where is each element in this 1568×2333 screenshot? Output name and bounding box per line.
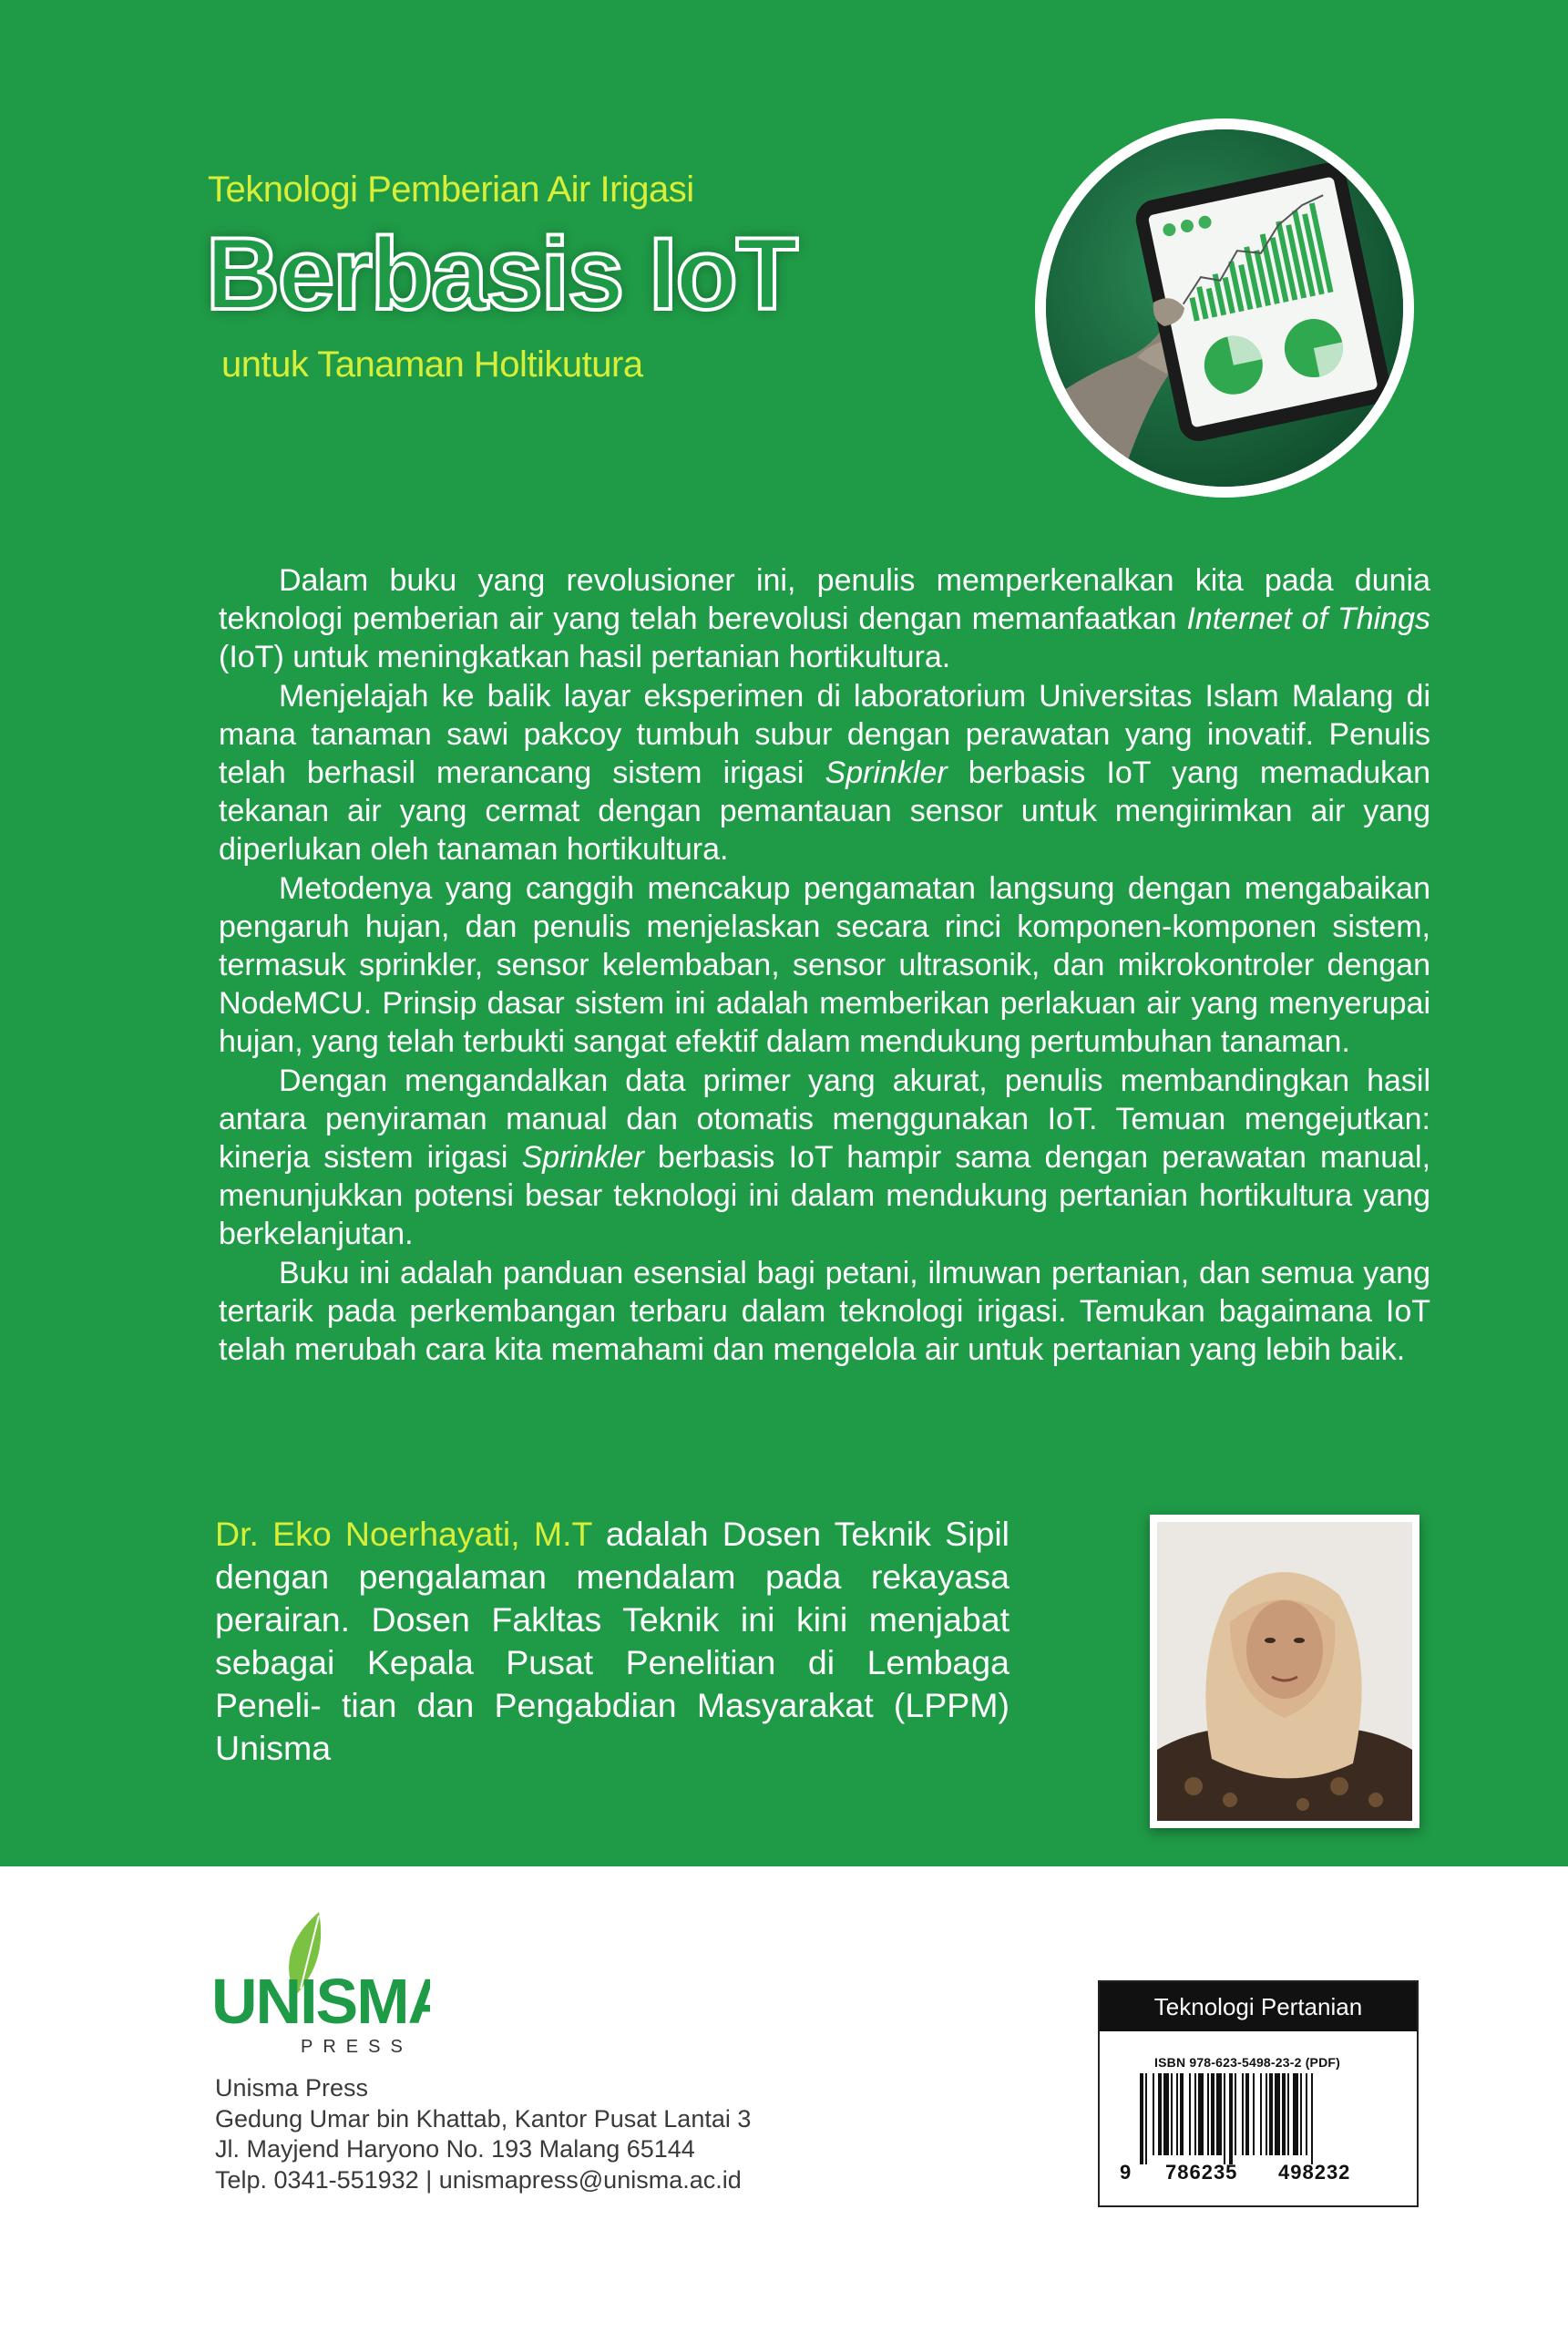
barcode-bar	[1269, 2073, 1273, 2155]
barcode-bar	[1180, 2073, 1184, 2155]
barcode-bar	[1211, 2073, 1214, 2155]
description-paragraph: Menjelajah ke balik layar eksperimen di laboratorium Universitas Islam Malang di mana tanaman sawi pakcoy tumbuh subur dengan perawatan yang inovatif. Penulis telah berhasil merancang sistem irigasi Sprinkler berbasis IoT yang memadukan tekanan air yang cermat dengan pemantauan sensor untuk mengirimkan air yang diperlukan oleh tanaman hortikultura.	[219, 678, 1430, 868]
barcode-bar	[1300, 2073, 1302, 2155]
book-title: Berbasis IoT	[206, 217, 797, 331]
publisher-name: Unisma Press	[215, 2074, 369, 2102]
unisma-press-logo	[211, 1905, 430, 2060]
barcode-bar	[1275, 2073, 1280, 2155]
barcode-bar	[1224, 2073, 1225, 2164]
author-photo-frame	[1150, 1515, 1419, 1828]
barcode-bar	[1229, 2073, 1233, 2164]
logo-wordmark: UNISMA	[211, 1966, 430, 2037]
author-bio	[215, 1513, 1009, 1770]
book-subtitle-bottom: untuk Tanaman Holtikutura	[221, 344, 643, 385]
description-paragraph: Buku ini adalah panduan esensial bagi petani, ilmuwan pertanian, dan semua yang tertarik pada perkembangan terbaru dalam teknologi irigasi. Temukan bagaimana IoT telah merubah cara kita memahami dan mengelola air untuk pertanian yang lebih baik.	[219, 1255, 1430, 1368]
barcode-bar	[1158, 2073, 1162, 2155]
barcode-bar	[1242, 2073, 1244, 2155]
barcode-bar	[1216, 2073, 1222, 2155]
barcode-bar	[1266, 2073, 1267, 2155]
barcode-bar	[1235, 2073, 1236, 2155]
barcode-bar	[1253, 2073, 1255, 2155]
barcode-bar	[1207, 2073, 1209, 2155]
author-name: Dr. Eko Noerhayati, M.T	[215, 1515, 592, 1553]
barcode-digits-left: 786235	[1165, 2161, 1238, 2184]
barcode-graphic	[1136, 2073, 1382, 2172]
barcode-bar	[1293, 2073, 1298, 2155]
tablet-illustration-circle	[1035, 118, 1414, 498]
description-paragraph: Metodenya yang canggih mencakup pengamatan langsung dengan mengabaikan pengaruh hujan, dan penulis menjelaskan secara rinci komponen-komponen sistem, termasuk sprinkler, sensor kelembaban, sensor ultrasonik, dan mikrokontroler dengan NodeMCU. Prinsip dasar sistem ini adalah memberikan perlakuan air yang menyerupai hujan, yang telah terbukti sangat efektif dalam mendukung pertumbuhan tanaman.	[219, 870, 1430, 1060]
logo-subtext: PRESS	[301, 2037, 413, 2057]
barcode-bar	[1282, 2073, 1286, 2155]
publisher-address-line-1: Gedung Umar bin Khattab, Kantor Pusat Lantai 3	[215, 2104, 752, 2133]
book-description	[219, 561, 1430, 1369]
barcode-bar	[1260, 2073, 1262, 2155]
barcode-bar	[1153, 2073, 1154, 2155]
barcode-bar	[1163, 2073, 1169, 2155]
isbn-barcode-box	[1098, 1980, 1419, 2207]
author-photo	[1157, 1522, 1412, 1821]
barcode-bar	[1194, 2073, 1196, 2155]
publisher-contact: Telp. 0341-551932 | unismapress@unisma.ac.id	[215, 2165, 742, 2194]
author-bio-text: adalah Dosen Teknik Sipil dengan pengalaman mendalam pada rekayasa perairan. Dosen Fakltas Teknik ini kini menjabat sebagai Kepala Pusat Penelitian di Lembaga Peneli- tian dan Pengabdian Masyarakat (LPPM) Unisma	[215, 1515, 1009, 1767]
barcode-bar	[1189, 2073, 1191, 2155]
barcode-bar	[1140, 2073, 1143, 2164]
isbn-text: ISBN 978-623-5498-23-2 (PDF)	[1154, 2055, 1341, 2070]
barcode-bar	[1176, 2073, 1178, 2155]
description-paragraph: Dalam buku yang revolusioner ini, penulis memperkenalkan kita pada dunia teknologi pemberian air yang telah berevolusi dengan memanfaatkan Internet of Things (IoT) untuk meningkatkan hasil pertanian hortikultura.	[219, 563, 1430, 675]
barcode-bar	[1145, 2073, 1147, 2164]
barcode-digits-right: 498232	[1278, 2161, 1351, 2184]
description-paragraph: Dengan mengandalkan data primer yang akurat, penulis membandingkan hasil antara penyiraman manual dan otomatis menggunakan IoT. Temuan mengejutkan: kinerja sistem irigasi Sprinkler berbasis IoT hampir sama dengan perawatan manual, menunjukkan potensi besar teknologi ini dalam mendukung pertanian hortikultura yang berkelanjutan.	[219, 1063, 1431, 1252]
barcode-bar	[1198, 2073, 1204, 2155]
book-subtitle-top: Teknologi Pemberian Air Irigasi	[208, 170, 694, 210]
barcode-bar	[1311, 2073, 1313, 2164]
publisher-info	[215, 2073, 751, 2195]
barcode-bar	[1171, 2073, 1173, 2155]
publisher-address-line-2: Jl. Mayjend Haryono No. 193 Malang 65144	[215, 2135, 695, 2163]
tablet-chart-illustration	[1046, 129, 1403, 487]
book-category-label: Teknologi Pertanian	[1100, 1982, 1417, 2031]
leaf-logo-icon	[211, 1905, 430, 2060]
barcode-bar	[1287, 2073, 1289, 2155]
barcode-bar	[1245, 2073, 1249, 2155]
barcode-bar	[1306, 2073, 1307, 2155]
barcode-digit-first: 9	[1120, 2161, 1132, 2184]
